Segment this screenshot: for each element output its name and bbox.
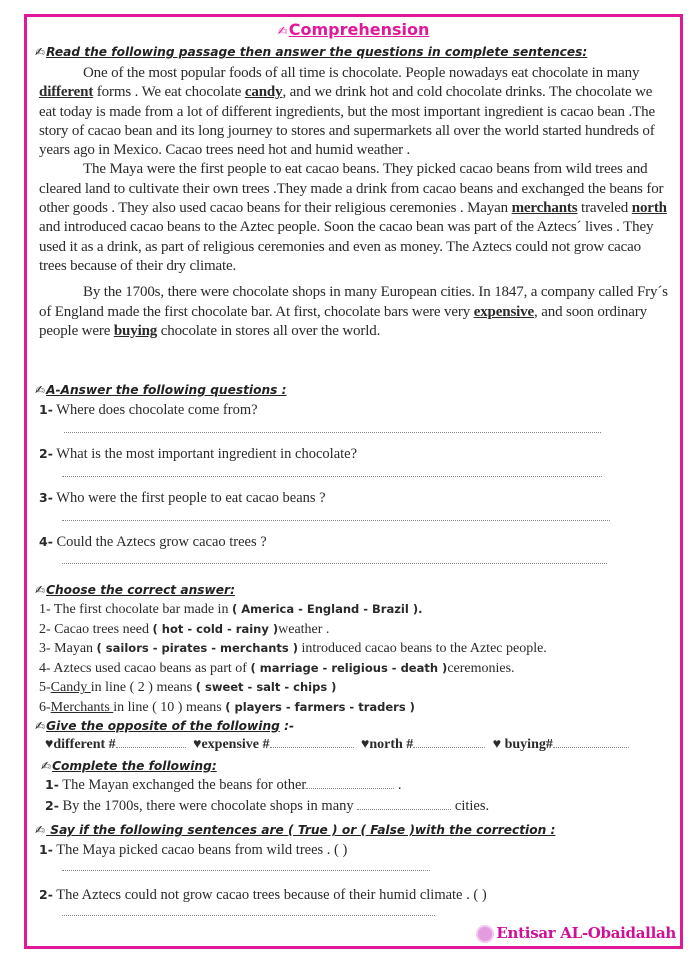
- choose-item-1: 1- The first chocolate bar made in ( America - England - Brazil ).: [39, 602, 423, 617]
- correction-line-2[interactable]: [62, 915, 435, 916]
- worksheet-title: ✍Comprehension: [277, 20, 430, 39]
- choose-item-4: 4- Aztecs used cacao beans as part of ( marriage - religious - death )ceremonies.: [39, 660, 515, 676]
- writing-hand-icon: ✍: [35, 583, 46, 597]
- complete-blank-2[interactable]: [357, 809, 451, 810]
- choice-options[interactable]: ( players - farmers - traders ): [225, 699, 415, 714]
- vocab-buying: buying: [113, 322, 158, 339]
- choose-item-2: 2- Cacao trees need ( hot - cold - rainy )weather .: [39, 621, 330, 637]
- answer-line-3[interactable]: [62, 520, 610, 521]
- complete-item-1: 1- The Mayan exchanged the beans for other .: [45, 777, 402, 793]
- instruction-heading: ✍Read the following passage then answer the questions in complete sentences:: [35, 45, 588, 59]
- true-false-item-1: 1- The Maya picked cacao beans from wild trees . ( ): [39, 842, 348, 858]
- heart-icon: ♥: [45, 737, 54, 752]
- true-false-heading: ✍ Say if the following sentences are ( True ) or ( False )with the correction :: [35, 823, 556, 837]
- vocab-different: different: [39, 84, 94, 101]
- choose-list: [39, 600, 547, 718]
- author-signature: Entisar AL-Obaidallah: [478, 924, 676, 942]
- question-4: 4- Could the Aztecs grow cacao trees ?: [39, 534, 267, 550]
- reading-passage: [39, 64, 671, 341]
- complete-item-2: 2- By the 1700s, there were chocolate shops in many cities.: [45, 798, 490, 814]
- worksheet-frame: [24, 14, 683, 949]
- writing-hand-icon: ✍: [277, 24, 288, 38]
- passage-paragraph-1: One of the most popular foods of all time is chocolate. People nowadays eat chocolate in many different forms . We eat chocolate candy, and we drink hot and cold chocolate drinks. The chocolate we eat today is made from a lot of different ingredients, but the most important ingredient is cacao bean .The story of cacao bean and its long journey to stores and supermarkets all over the world started hundreds of years ago in Mexico. Cacao trees need hot and humid weather .: [39, 65, 655, 159]
- heart-icon: ♥: [492, 737, 502, 752]
- opposite-row: ♥different # ♥expensive # ♥north # ♥ buying#: [45, 737, 633, 753]
- vocab-expensive: expensive: [473, 303, 535, 320]
- writing-hand-icon: ✍: [41, 759, 52, 773]
- opposite-blank-3[interactable]: [413, 747, 485, 748]
- vocab-merchants: merchants: [511, 200, 578, 217]
- opposite-blank-1[interactable]: [116, 747, 186, 748]
- correction-line-1[interactable]: [62, 870, 430, 871]
- choose-item-5: 5-Candy in line ( 2 ) means ( sweet - salt - chips ): [39, 680, 337, 696]
- section-a-heading: ✍A-Answer the following questions :: [35, 383, 287, 397]
- flower-icon: [478, 927, 492, 941]
- vocab-north: north: [631, 200, 667, 217]
- choice-options[interactable]: ( sweet - salt - chips ): [195, 680, 337, 695]
- true-false-item-2: 2- The Aztecs could not grow cacao trees because of their humid climate . ( ): [39, 887, 487, 903]
- complete-blank-1[interactable]: [306, 788, 394, 789]
- answer-line-4[interactable]: [62, 563, 607, 564]
- question-1: 1- Where does chocolate come from?: [39, 402, 258, 418]
- choice-options[interactable]: ( hot - cold - rainy ): [152, 621, 279, 636]
- vocab-candy: candy: [244, 84, 283, 101]
- answer-line-2[interactable]: [62, 476, 602, 477]
- writing-hand-icon: ✍: [35, 383, 46, 397]
- question-2: 2- What is the most important ingredient in chocolate?: [39, 446, 358, 462]
- choose-heading: ✍Choose the correct answer:: [35, 583, 235, 597]
- heart-icon: ♥: [193, 737, 202, 752]
- writing-hand-icon: ✍: [35, 823, 46, 837]
- opposite-blank-4[interactable]: [553, 747, 629, 748]
- answer-line-1[interactable]: [64, 432, 601, 433]
- passage-paragraph-2: The Maya were the first people to eat cacao beans. They picked cacao beans from wild trees and cleared land to cultivate their own trees .They made a drink from cacao beans and exchanged the beans for other goods . They also used cacao beans for their religious ceremonies . Mayan merchants traveled north and introduced cacao beans to the Aztec people. Soon the cacao bean was part of the Aztecs´ lives . They used it as a drink, as part of religious ceremonies and even as money. The Aztecs could not grow cacao trees because of their dry climate.: [39, 161, 667, 274]
- choice-options[interactable]: ( sailors - pirates - merchants ): [96, 641, 299, 656]
- writing-hand-icon: ✍: [35, 45, 46, 59]
- choose-item-3: 3- Mayan ( sailors - pirates - merchants ) introduced cacao beans to the Aztec people.: [39, 641, 547, 657]
- choice-options[interactable]: ( America - England - Brazil ).: [231, 602, 423, 616]
- writing-hand-icon: ✍: [35, 719, 46, 733]
- heart-icon: ♥: [361, 737, 370, 752]
- complete-heading: ✍Complete the following:: [41, 759, 217, 773]
- choice-options[interactable]: ( marriage - religious - death ): [250, 660, 448, 675]
- opposite-blank-2[interactable]: [270, 747, 354, 748]
- passage-paragraph-3: By the 1700s, there were chocolate shops in many European cities. In 1847, a company called Fry´s of England made the first chocolate bar. At first, chocolate bars were very expensive, and soon ordinary people were buying chocolate in stores all over the world.: [39, 284, 668, 339]
- choose-item-6: 6-Merchants in line ( 10 ) means ( players - farmers - traders ): [39, 699, 415, 715]
- question-3: 3- Who were the first people to eat cacao beans ?: [39, 490, 326, 506]
- opposite-heading: ✍Give the opposite of the following :-: [35, 719, 295, 733]
